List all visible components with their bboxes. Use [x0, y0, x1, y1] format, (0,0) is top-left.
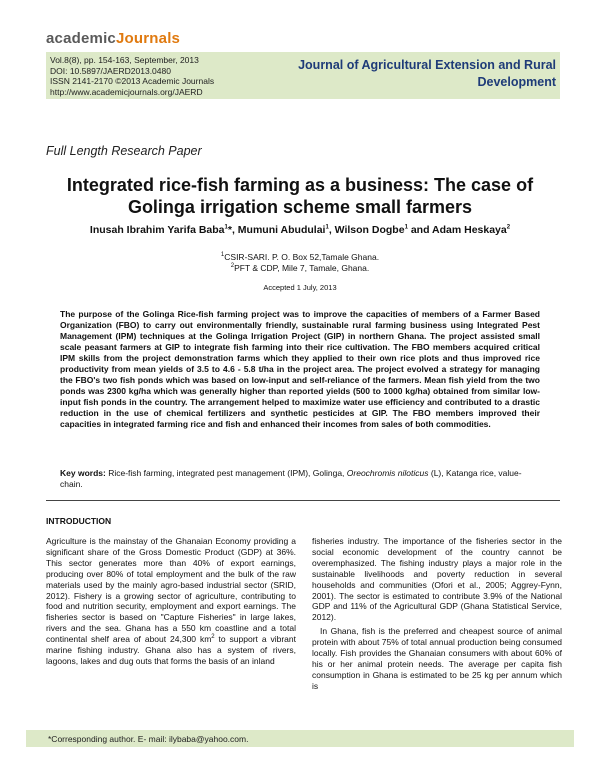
author-affil-mark: 2 [506, 224, 511, 231]
author-separator: *, [227, 224, 238, 236]
doi-line: DOI: 10.5897/JAERD2013.0480 [50, 65, 171, 76]
corresponding-author-note: *Corresponding author. E- mail: ilybaba@yahoo.com. [48, 734, 249, 744]
affiliations [40, 252, 560, 274]
introduction-heading: INTRODUCTION [46, 516, 112, 526]
author-affil-mark: 1 [224, 224, 228, 231]
author-name: Adam Heskaya [432, 224, 507, 236]
body-column-left [46, 536, 296, 670]
author-separator: and [407, 224, 433, 236]
body-column-right [312, 536, 562, 695]
author-name: Mumuni Abudulai [237, 224, 326, 236]
paragraph: In Ghana, fish is the preferred and cheapest source of animal protein with about 75% of total annual production being consumed locally. Fish provides the Ghanaian consumers with about 60% of his or her animal protein needs. The average per capita fish consumption in Ghana is estimated to be 25 kg per annum which is [312, 626, 562, 691]
author-separator: , [328, 224, 335, 236]
issn-line: ISSN 2141-2170 ©2013 Academic Journals [50, 76, 215, 87]
volume-line: Vol.8(8), pp. 154-163, September, 2013 [50, 55, 199, 65]
paper-type: Full Length Research Paper [46, 144, 202, 158]
keywords-label: Key words: [60, 468, 106, 478]
author-affil-mark: 1 [404, 224, 408, 231]
publication-meta [50, 55, 214, 97]
section-divider [46, 500, 560, 501]
abstract: The purpose of the Golinga Rice-fish farming project was to improve the capacities of members of a Farmer Based Organization (FBO) to carry out environmentally friendly, sustainable rural farming business using Integrated Pest Management (IPM) techniques at the Golinga Irrigation Project (GIP) in northern Ghana. The project assisted small scale peasant farmers at GIP to integrate fish farming into their rice cultivation. The FBO members acquired critical IPM skills from the project demonstration farms which they applied to their own rice plots and thus improved rice productivity from mean yields of 3.5 to 4.6 - 5.8 t/ha in the project area. The project evolved a strategy for managing the FBO's two fish ponds which was based on low-input and self-reliance of the farmers. Mean fish yield from the two ponds was 2300 kg/ha which was generally higher than reported yields (500 to 1000 kg/ha) obtained from similar low-input fish ponds in the country. The arrangement helped to maximize water use efficiency and contributed to a drastic reduction in the use of chemical fertilizers and synthetic pesticides at GIP. The FBO members improved their capacities in integrated farming rice and fish and enhanced their incomes from sales of both commodities. [60, 309, 540, 429]
keywords: Key words: Rice-fish farming, integrated pest management (IPM), Golinga, Oreochromis niloticus (L), Katanga rice, value- chain. [60, 468, 522, 489]
author-name: Inusah Ibrahim Yarifa Baba [89, 224, 225, 236]
author-list [40, 224, 560, 236]
affiliation-1: $^1$CSIR-SARI. P. O. Box 52,Tamale Ghana. [220, 252, 380, 262]
logo-journals: Journals [115, 30, 181, 47]
logo-academic: academic [46, 30, 116, 47]
paragraph: Agriculture is the mainstay of the Ghanaian Economy providing a significant share of the Gross Domestic Product (GDP) at 36%. This sector generates more than 40% of export earnings, producing over 80% of total employment and the bulk of the raw materials used by the mainly agro-based industrial sector (SRID, 2012). Fishery is a growing sector of agriculture, contributing to food and nutrition security, employment and export earnings. The fisheries sector is based on "Capture Fisheries" in large lakes, rivers and the sea. Ghana has a 550 km coastline and a total continental shelf area of about 24,300 $km^2$ to support a vibrant marine fishing industry. Ghana also has a system of rivers, lagoons, lakes and dug outs that forms the basis of an inland [46, 536, 296, 666]
accepted-date: Accepted 1 July, 2013 [263, 283, 337, 292]
author-name: Wilson Dogbe [334, 224, 405, 236]
paper-title: Integrated rice-fish farming as a business: The case of Golinga irrigation scheme small farmers [66, 175, 534, 217]
affiliation-2: $^2$PFT & CDP, Mile 7, Tamale, Ghana. [230, 263, 370, 273]
paragraph: fisheries industry. The importance of the fisheries sector in the social economic development of the country cannot be overemphasized. The fishing industry plays a major role in the sustainable livelihoods and poverty reduction in several households and communities (Ofori et al., 2005; Aggrey-Fynn, 2001). The sector is estimated to contribute 3.9% of the National GDP and 11% of the Agricultural GDP (Ghana Statistical Service, 2012). [312, 536, 562, 623]
keyword-species: Oreochromis niloticus [346, 468, 429, 478]
journal-url[interactable]: http://www.academicjournals.org/JAERD [50, 86, 203, 97]
journal-name: Journal of Agricultural Extension and Rural Development [298, 58, 556, 89]
publisher-logo [46, 30, 180, 47]
author-affil-mark: 1 [325, 224, 329, 231]
